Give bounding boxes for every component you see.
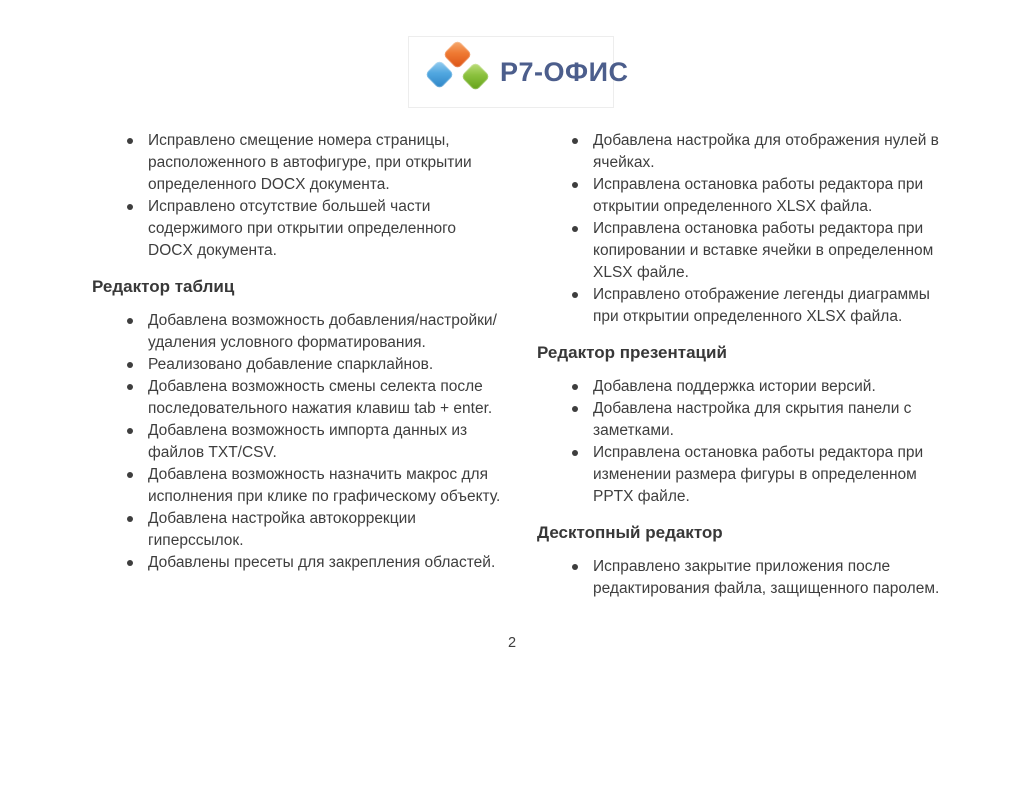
- orange-diamond-icon: [443, 40, 473, 70]
- bullet-list: [537, 130, 943, 328]
- blue-diamond-icon: [425, 60, 455, 90]
- section-presentation-editor: [537, 343, 943, 508]
- list-item: Добавлена настройка автокоррекции гиперссылок.: [148, 508, 504, 552]
- list-item: Добавлена возможность смены селекта после последовательного нажатия клавиш tab + enter.: [148, 376, 504, 420]
- bullet-list: [92, 130, 504, 262]
- list-item: Исправлено закрытие приложения после редактирования файла, защищенного паролем.: [593, 556, 943, 600]
- list-item: Реализовано добавление спарклайнов.: [148, 354, 504, 376]
- list-item: Исправлена остановка работы редактора при копировании и вставке ячейки в определенном XLSX файле.: [593, 218, 943, 284]
- list-item: Добавлена возможность импорта данных из файлов TXT/CSV.: [148, 420, 504, 464]
- section-heading: Редактор презентаций: [537, 343, 727, 362]
- section-spreadsheet-editor: [92, 277, 504, 574]
- left-column: [92, 130, 504, 574]
- page-number: 2: [507, 635, 517, 651]
- r7-office-logo-icon: [427, 44, 494, 100]
- list-item: Исправлена остановка работы редактора при открытии определенного XLSX файла.: [593, 174, 943, 218]
- list-item: Добавлена возможность добавления/настройки/удаления условного форматирования.: [148, 310, 504, 354]
- list-item: Добавлена поддержка истории версий.: [593, 376, 943, 398]
- list-item: Добавлены пресеты для закрепления областей.: [148, 552, 504, 574]
- section-desktop-editor: [537, 523, 943, 600]
- list-item: Исправлена остановка работы редактора при изменении размера фигуры в определенном PPTX файле.: [593, 442, 943, 508]
- section-spreadsheet-editor-continued: [537, 130, 943, 328]
- logo-text: Р7-ОФИС: [500, 56, 629, 87]
- section-heading: Редактор таблиц: [92, 277, 235, 296]
- bullet-list: [537, 556, 943, 600]
- right-column: [537, 130, 943, 600]
- bullet-list: [537, 376, 943, 508]
- logo: [408, 36, 629, 108]
- green-diamond-icon: [461, 62, 491, 92]
- bullet-list: [92, 310, 504, 574]
- section-document-editor-continued: [92, 130, 504, 262]
- list-item: Добавлена настройка для скрытия панели с заметками.: [593, 398, 943, 442]
- list-item: Добавлена настройка для отображения нулей в ячейках.: [593, 130, 943, 174]
- list-item: Исправлено отсутствие большей части содержимого при открытии определенного DOCX документа.: [148, 196, 504, 262]
- list-item: Добавлена возможность назначить макрос для исполнения при клике по графическому объекту.: [148, 464, 504, 508]
- list-item: Исправлено смещение номера страницы, расположенного в автофигуре, при открытии определенного DOCX документа.: [148, 130, 504, 196]
- section-heading: Десктопный редактор: [537, 523, 723, 542]
- list-item: Исправлено отображение легенды диаграммы при открытии определенного XLSX файла.: [593, 284, 943, 328]
